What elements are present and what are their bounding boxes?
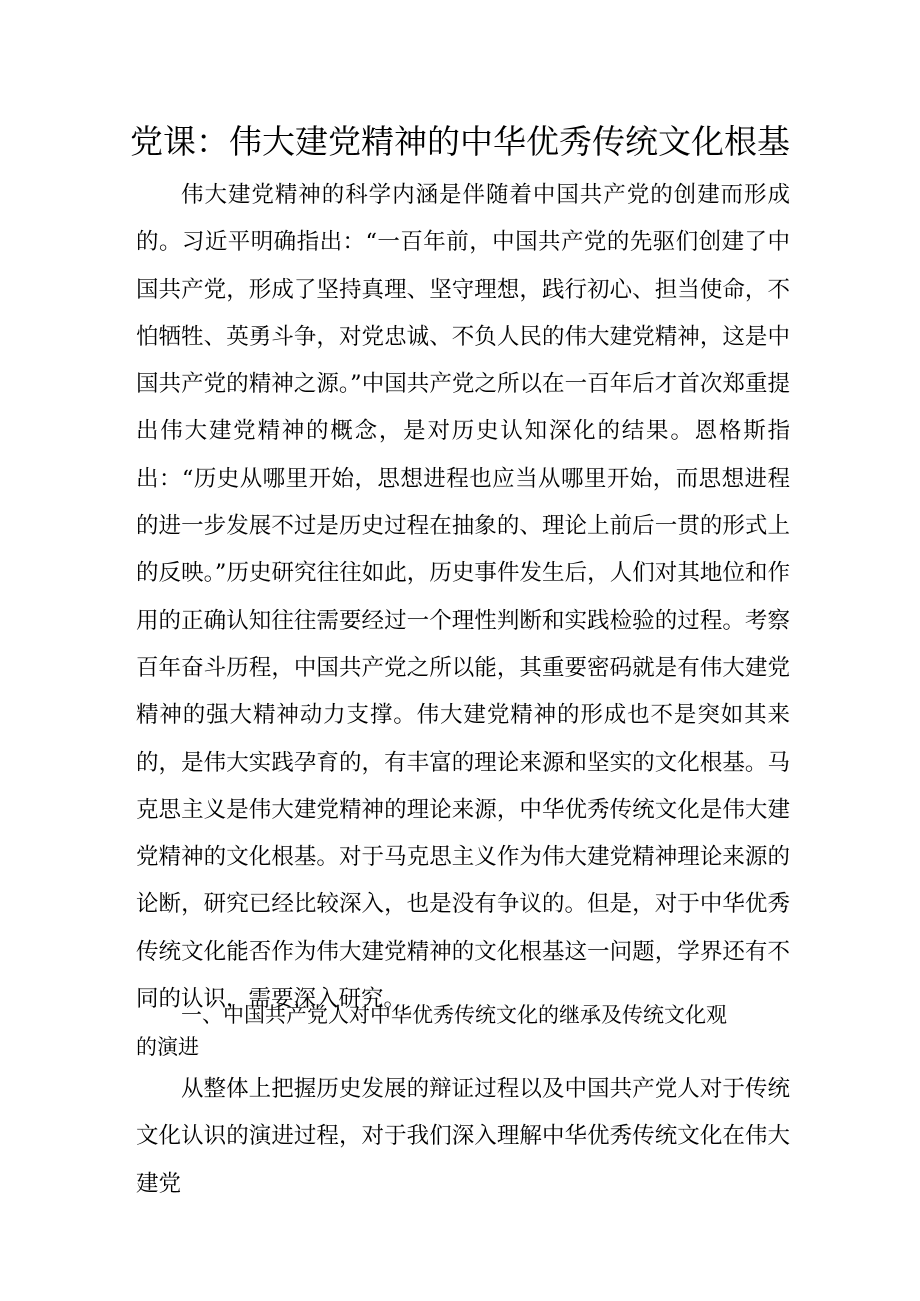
- section-heading: 一、中国共产党人对中华优秀传统文化的继承及传统文化观的演进: [136, 1003, 727, 1059]
- document-title: 党课：伟大建党精神的中华优秀传统文化根基: [130, 122, 790, 161]
- body-paragraph-2: 从整体上把握历史发展的辩证过程以及中国共产党人对于传统文化认识的演进过程，对于我们深入理解中华优秀传统文化在伟大建党: [136, 1076, 790, 1197]
- body-paragraph-1: 伟大建党精神的科学内涵是伴随着中国共产党的创建而形成的。习近平明确指出：“一百年前，中国共产党的先驱们创建了中国共产党，形成了坚持真理、坚守理想，践行初心、担当使命，不怕牺牲、英勇斗争，对党忠诚、不负人民的伟大建党精神，这是中国共产党的精神之源。”中国共产党之所以在一百年后才首次郑重提出伟大建党精神的概念，是对历史认知深化的结果。恩格斯指出：“历史从哪里开始，思想进程也应当从哪里开始，而思想进程的进一步发展不过是历史过程在抽象的、理论上前后一贯的形式上的反映。”历史研究往往如此，历史事件发生后，人们对其地位和作用的正确认知往往需要经过一个理性判断和实践检验的过程。考察百年奋斗历程，中国共产党之所以能，其重要密码就是有伟大建党精神的强大精神动力支撑。伟大建党精神的形成也不是突如其来的，是伟大实践孕育的，有丰富的理论来源和坚实的文化根基。马克思主义是伟大建党精神的理论来源，中华优秀传统文化是伟大建党精神的文化根基。对于马克思主义作为伟大建党精神理论来源的论断，研究已经比较深入，也是没有争议的。但是，对于中华优秀传统文化能否作为伟大建党精神的文化根基这一问题，学界还有不同的认识，需要深入研究。: [136, 182, 790, 1013]
